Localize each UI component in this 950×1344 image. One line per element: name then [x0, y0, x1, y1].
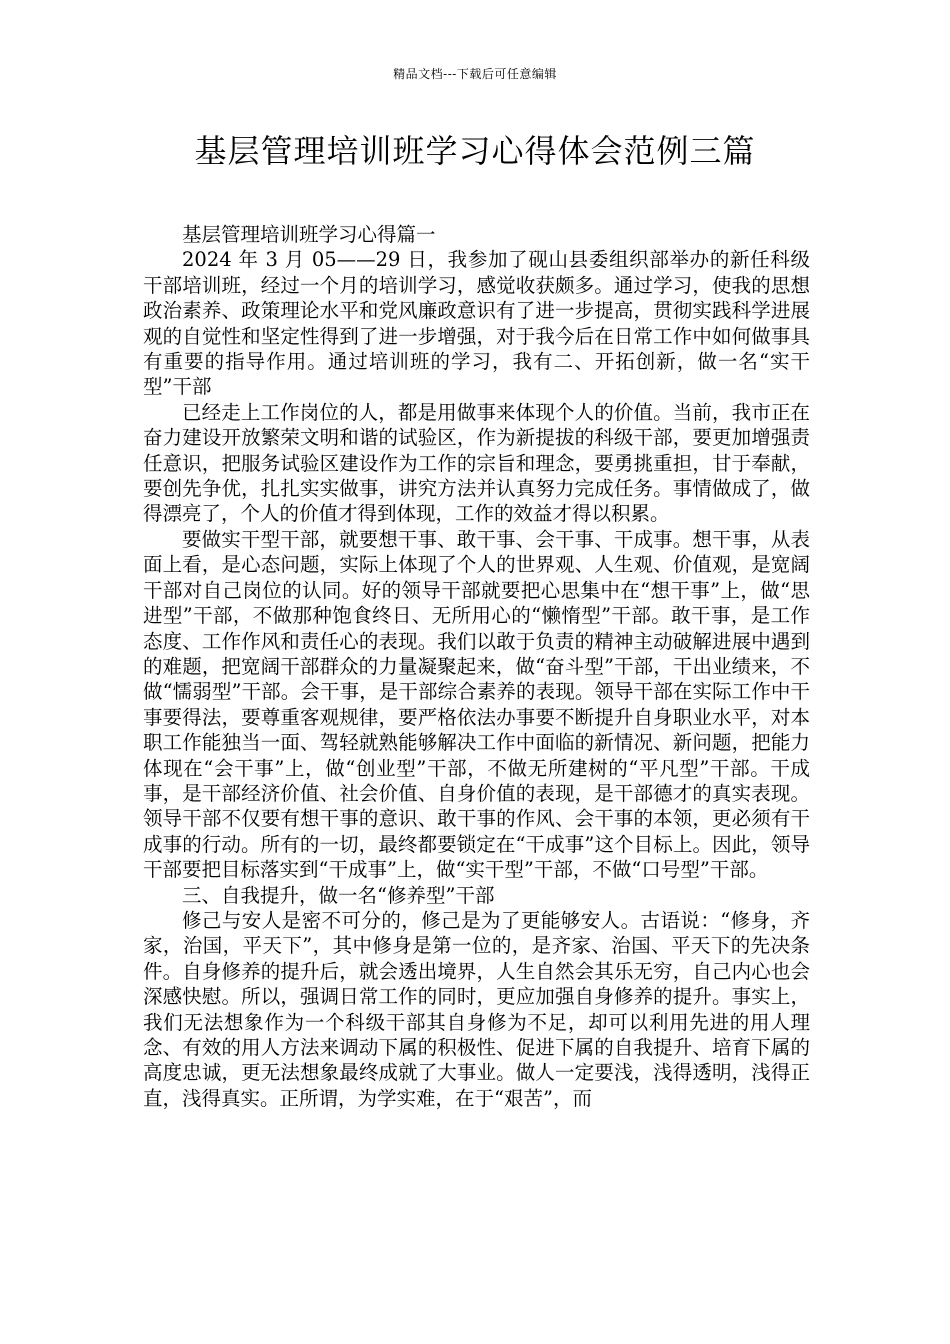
paragraph-3: 要做实干型干部，就要想干事、敢干事、会干事、干成事。想干事，从表面上看，是心态问题，实际上体现了个人的世界观、人生观、价值观，是宽阔干部对自己岗位的认同。好的领导干部就要把心思集中在“想干事”上，做“思进型”干部，不做那种饱食终日、无所用心的“懒惰型”干部。敢干事，是工作态度、工作作风和责任心的表现。我们以敢于负责的精神主动破解进展中遇到的难题，把宽阔干部群众的力量凝聚起来，做“奋斗型”干部，干出业绩来，不做“懦弱型”干部。会干事，是干部综合素养的表现。领导干部在实际工作中干事要得法，要尊重客观规律，要严格依法办事要不断提升自身职业水平，对本职工作能独当一面、驾轻就熟能够解决工作中面临的新情况、新问题，把能力体现在“会干事”上，做“创业型”干部，不做无所建树的“平凡型”干部。干成事，是干部经济价值、社会价值、自身价值的表现，是干部德才的真实表现。领导干部不仅要有想干事的意识、敢干事的作风、会干事的本领，更必须有干成事的行动。所有的一切，最终都要锁定在“干成事”这个目标上。因此，领导干部要把目标落实到“干成事”上，做“实干型”干部，不做“口号型”干部。 — [143, 527, 810, 882]
paragraph-4: 修己与安人是密不可分的，修己是为了更能够安人。古语说：“修身，齐家，治国，平天下”，其中修身是第一位的，是齐家、治国、平天下的先决条件。自身修养的提升后，就会透出境界，人生自然会其乐无穷，自己内心也会深感快慰。所以，强调日常工作的同时，更应加强自身修养的提升。事实上，我们无法想象作为一个科级干部其自身修为不足，却可以利用先进的用人理念、有效的用人方法来调动下属的积极性、促进下属的自我提升、培育下属的高度忠诚，更无法想象最终成就了大事业。做人一定要浅，浅得透明，浅得正直，浅得真实。正所谓，为学实难，在于“艰苦”，而 — [143, 908, 810, 1110]
paragraph-1: 2024 年 3 月 05——29 日，我参加了砚山县委组织部举办的新任科级干部培训班，经过一个月的培训学习，感觉收获颇多。通过学习，使我的思想政治素养、政策理论水平和党风廉政意识有了进一步提高，贯彻实践科学进展观的自觉性和坚定性得到了进一步增强，对于我今后在日常工作中如何做事具有重要的指导作用。通过培训班的学习，我有二、开拓创新，做一名“实干型”干部 — [143, 248, 810, 399]
document-title: 基层管理培训班学习心得体会范例三篇 — [194, 132, 756, 170]
page-header-note: 精品文档---下载后可任意编辑 — [393, 67, 557, 81]
document-body — [143, 222, 810, 1111]
section-heading-1: 基层管理培训班学习心得篇一 — [182, 223, 436, 246]
paragraph-2: 已经走上工作岗位的人，都是用做事来体现个人的价值。当前，我市正在奋力建设开放繁荣文明和谐的试验区，作为新提拔的科级干部，要更加增强责任意识，把服务试验区建设作为工作的宗旨和理念，要勇挑重担，甘于奉献，要创先争优，扎扎实实做事，讲究方法并认真努力完成任务。事情做成了，做得漂亮了，个人的价值才得到体现，工作的效益才得以积累。 — [143, 400, 810, 526]
section-heading-3: 三、自我提升，做一名“修养型”干部 — [182, 883, 495, 907]
